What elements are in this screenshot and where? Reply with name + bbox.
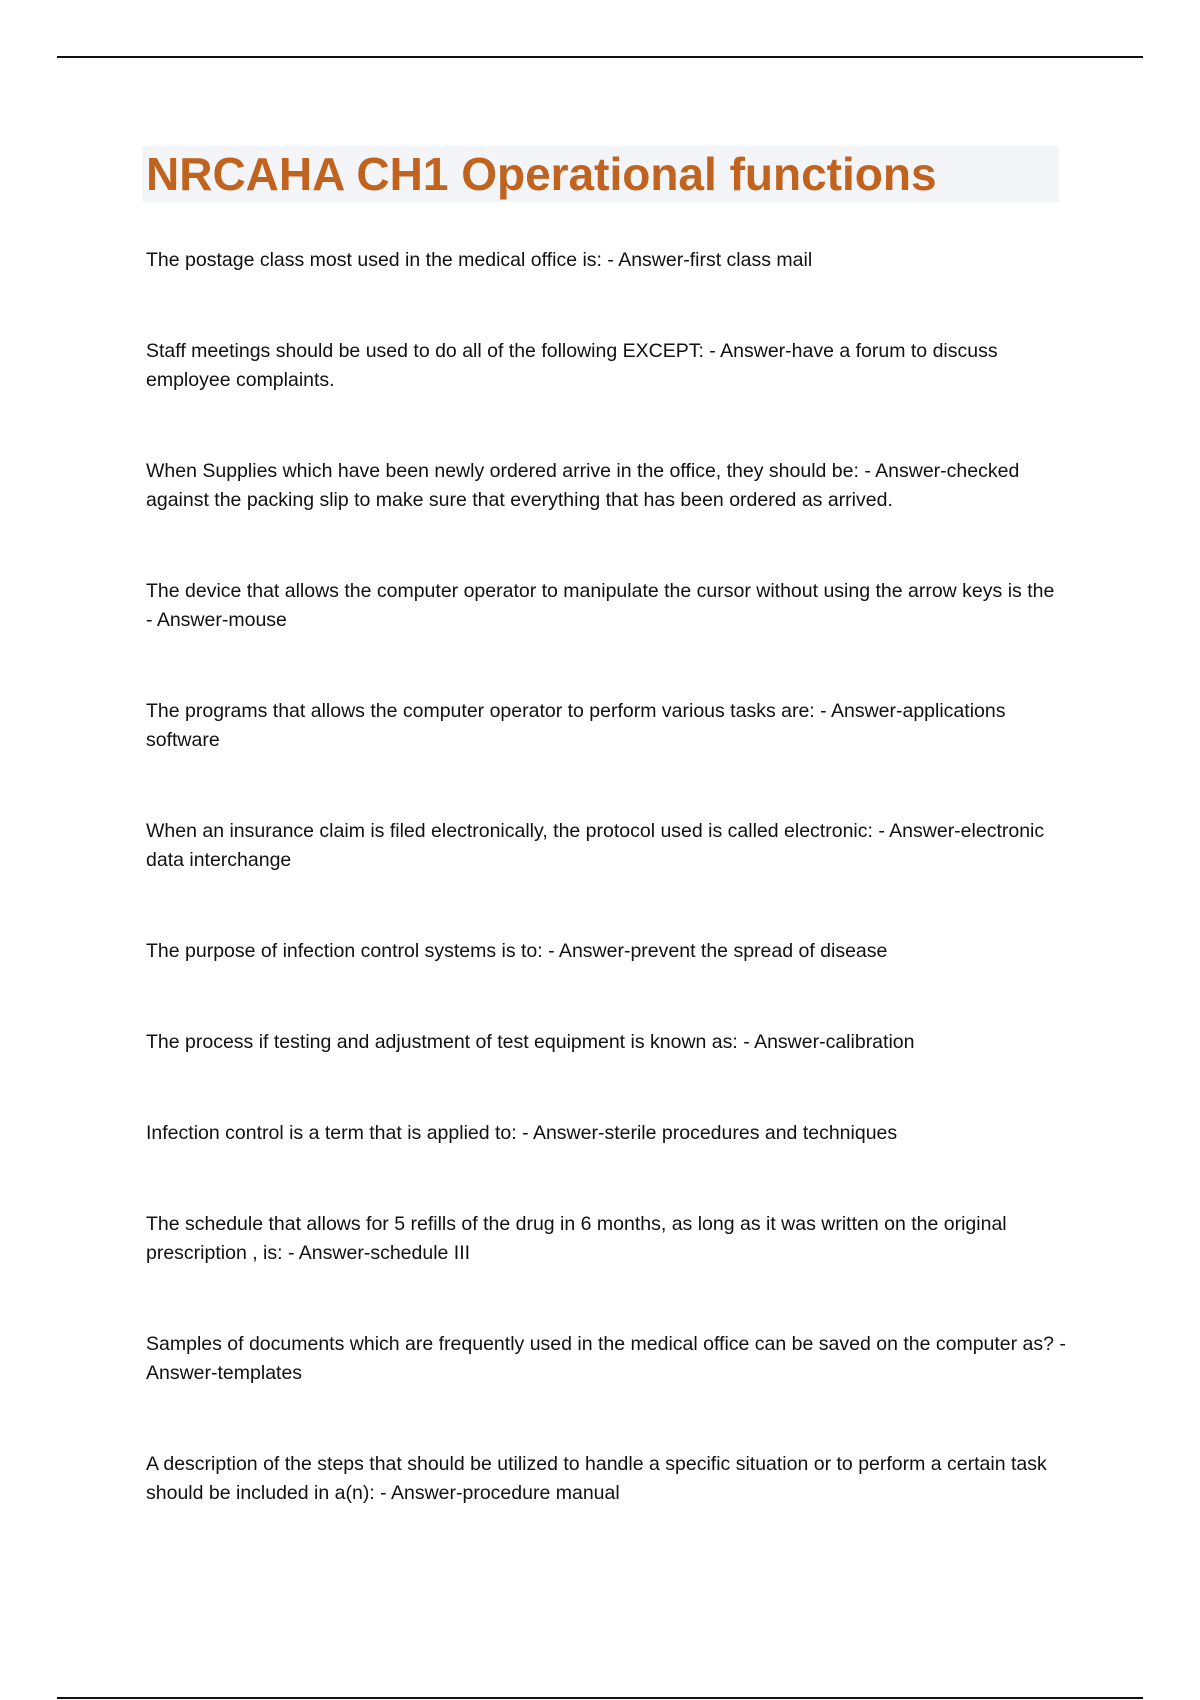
qa-item-12: A description of the steps that should be utilized to handle a specific situation or to perform a certain task should be included in a(n): - Answer-procedure manual xyxy=(146,1453,1047,1504)
qa-item-9: Infection control is a term that is applied to: - Answer-sterile procedures and techniques xyxy=(146,1122,898,1144)
top-divider xyxy=(57,56,1143,58)
qa-item-1: The postage class most used in the medical office is: - Answer-first class mail xyxy=(146,249,813,271)
bottom-divider xyxy=(57,1697,1143,1699)
qa-item-11: Samples of documents which are frequently used in the medical office can be saved on the computer as? - Answer-templates xyxy=(146,1333,1066,1384)
qa-item-8: The process if testing and adjustment of test equipment is known as: - Answer-calibration xyxy=(146,1031,915,1053)
qa-item-10: The schedule that allows for 5 refills of the drug in 6 months, as long as it was written on the original prescription , is: - Answer-schedule III xyxy=(146,1213,1007,1264)
qa-item-7: The purpose of infection control systems is to: - Answer-prevent the spread of disease xyxy=(146,940,888,962)
qa-item-4: The device that allows the computer operator to manipulate the cursor without using the arrow keys is the - Answer-mouse xyxy=(146,580,1055,631)
qa-item-2: Staff meetings should be used to do all of the following EXCEPT: - Answer-have a forum to discuss employee complaints. xyxy=(146,340,998,391)
page-title: NRCAHA CH1 Operational functions xyxy=(146,148,937,200)
qa-item-5: The programs that allows the computer operator to perform various tasks are: - Answer-applications software xyxy=(146,700,1006,751)
qa-item-3: When Supplies which have been newly ordered arrive in the office, they should be: - Answer-checked against the packing slip to make sure that everything that has been ordered as arrived. xyxy=(146,460,1020,511)
qa-item-6: When an insurance claim is filed electronically, the protocol used is called electronic: - Answer-electronic data interchange xyxy=(146,820,1045,871)
